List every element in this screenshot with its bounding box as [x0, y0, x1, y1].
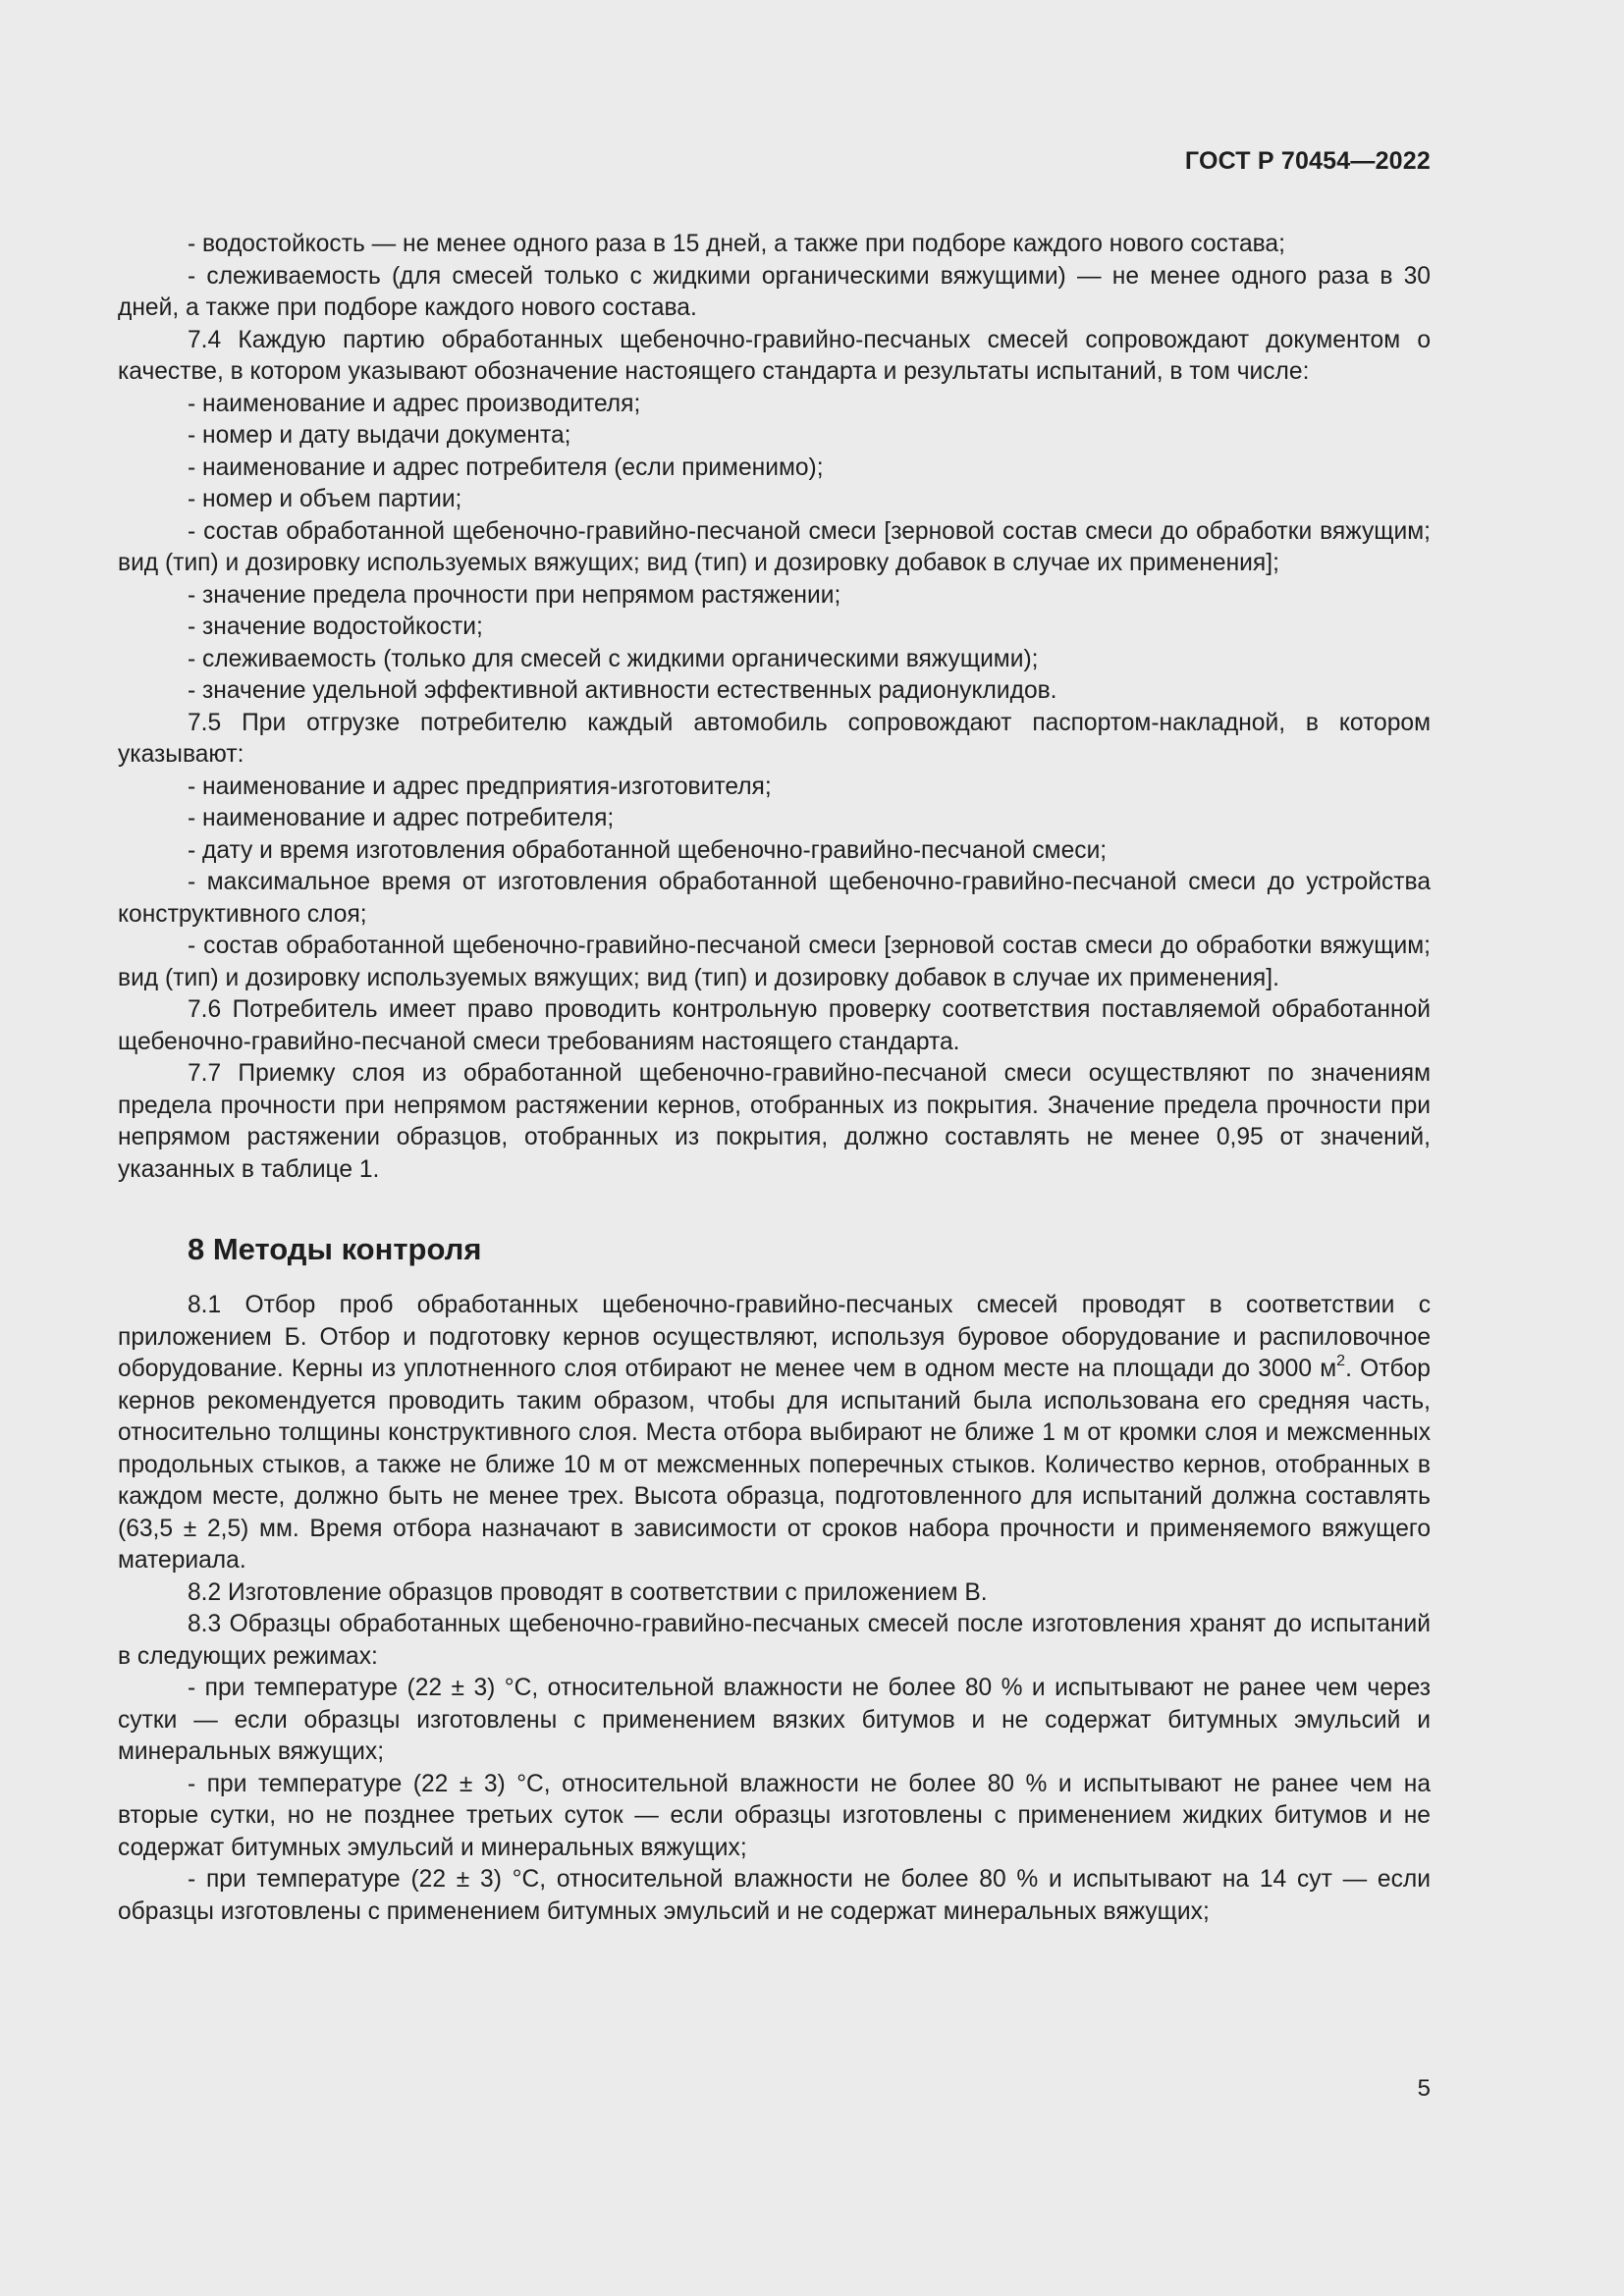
- list-item: - состав обработанной щебеночно-гравийно-песчаной смеси [зерновой состав смеси до обработки вяжущим; вид (тип) и дозировку используемых вяжущих; вид (тип) и дозировку добавок в случае их применения].: [118, 933, 1431, 991]
- section-heading: 8 Методы контроля: [188, 1232, 482, 1266]
- list-item: - наименование и адрес потребителя;: [188, 805, 615, 831]
- clause-8-1-text-a: 8.1 Отбор проб обработанных щебеночно-гравийно-песчаных смесей проводят в соответствии с приложением Б. Отбор и подготовку кернов осуществляют, используя буровое оборудование и распиловочное оборудование. Керны из уплотненного слоя отбирают не менее чем в одном месте на площади до 3000 м: [118, 1292, 1431, 1382]
- list-item: - максимальное время от изготовления обработанной щебеночно-гравийно-песчаной смеси до устройства конструктивного слоя;: [118, 869, 1431, 928]
- clause-8-3: 8.3 Образцы обработанных щебеночно-гравийно-песчаных смесей после изготовления хранят до испытаний в следующих режимах:: [118, 1611, 1431, 1670]
- clause-7-6: 7.6 Потребитель имеет право проводить контрольную проверку соответствия поставляемой обработанной щебеночно-гравийно-песчаной смеси требованиям настоящего стандарта.: [118, 996, 1431, 1055]
- list-item: - слеживаемость (только для смесей с жидкими органическими вяжущими);: [188, 645, 1039, 672]
- list-item: - номер и объем партии;: [188, 486, 462, 512]
- list-item: - при температуре (22 ± 3) °С, относительной влажности не более 80 % и испытывают на 14 сут — если образцы изготовлены с применением битумных эмульсий и не содержат минеральных вяжущих;: [118, 1866, 1431, 1925]
- list-item: - водостойкость — не менее одного раза в 15 дней, а также при подборе каждого нового состава;: [188, 231, 1285, 257]
- page-number: 5: [1417, 2075, 1431, 2102]
- list-item: - при температуре (22 ± 3) °С, относительной влажности не более 80 % и испытывают не ранее чем через сутки — если образцы изготовлены с применением вязких битумов и не содержат битумных эмульсий и минеральных вяжущих;: [118, 1675, 1431, 1765]
- superscript: 2: [1336, 1352, 1346, 1369]
- list-item: - при температуре (22 ± 3) °С, относительной влажности не более 80 % и испытывают не ранее чем на вторые сутки, но не позднее третьих суток — если образцы изготовлены с применением жидких битумов и не содержат битумных эмульсий и минеральных вяжущих;: [118, 1770, 1431, 1861]
- clause-7-5: 7.5 При отгрузке потребителю каждый автомобиль сопровождают паспортом-накладной, в котором указывают:: [118, 709, 1431, 768]
- list-item: - дату и время изготовления обработанной щебеночно-гравийно-песчаной смеси;: [188, 836, 1108, 864]
- list-item: - значение предела прочности при непрямом растяжении;: [188, 581, 841, 609]
- list-item: - значение водостойкости;: [188, 614, 483, 640]
- list-item: - значение удельной эффективной активности естественных радионуклидов.: [188, 677, 1057, 704]
- clause-8-2: 8.2 Изготовление образцов проводят в соответствии с приложением В.: [188, 1578, 988, 1606]
- document-body: [118, 229, 1431, 1928]
- list-item: - номер и дату выдачи документа;: [188, 422, 571, 449]
- clause-7-7: 7.7 Приемку слоя из обработанной щебеночно-гравийно-песчаной смеси осуществляют по значениям предела прочности при непрямом растяжении кернов, отобранных из покрытия. Значение предела прочности при непрямом растяжении образцов, отобранных из покрытия, должно составлять не менее 0,95 от значений, указанных в таблице 1.: [118, 1060, 1431, 1183]
- list-item: - наименование и адрес предприятия-изготовителя;: [188, 773, 772, 800]
- clause-8-1: [118, 1290, 1431, 1577]
- document-header: ГОСТ Р 70454—2022: [1184, 147, 1431, 175]
- list-item: - слеживаемость (для смесей только с жидкими органическими вяжущими) — не менее одного раза в 30 дней, а также при подборе каждого нового состава.: [118, 262, 1431, 321]
- clause-8-1-text-b: . Отбор кернов рекомендуется проводить таким образом, чтобы для испытаний была использована его средняя часть, относительно толщины конструктивного слоя. Места отбора выбирают не ближе 1 м от кромки слоя и межсменных продольных стыков, а также не ближе 10 м от межсменных поперечных стыков. Количество кернов, отобранных в каждом месте, должно быть не менее трех. Высота образца, подготовленного для испытаний должна составлять (63,5 ± 2,5) мм. Время отбора назначают в зависимости от сроков набора прочности и применяемого вяжущего материала.: [118, 1356, 1431, 1574]
- list-item: - состав обработанной щебеночно-гравийно-песчаной смеси [зерновой состав смеси до обработки вяжущим; вид (тип) и дозировку используемых вяжущих; вид (тип) и дозировку добавок в случае их применения];: [118, 517, 1431, 576]
- clause-7-4: 7.4 Каждую партию обработанных щебеночно-гравийно-песчаных смесей сопровождают документом о качестве, в котором указывают обозначение настоящего стандарта и результаты испытаний, в том числе:: [118, 326, 1431, 385]
- list-item: - наименование и адрес производителя;: [188, 390, 641, 417]
- list-item: - наименование и адрес потребителя (если применимо);: [188, 454, 824, 481]
